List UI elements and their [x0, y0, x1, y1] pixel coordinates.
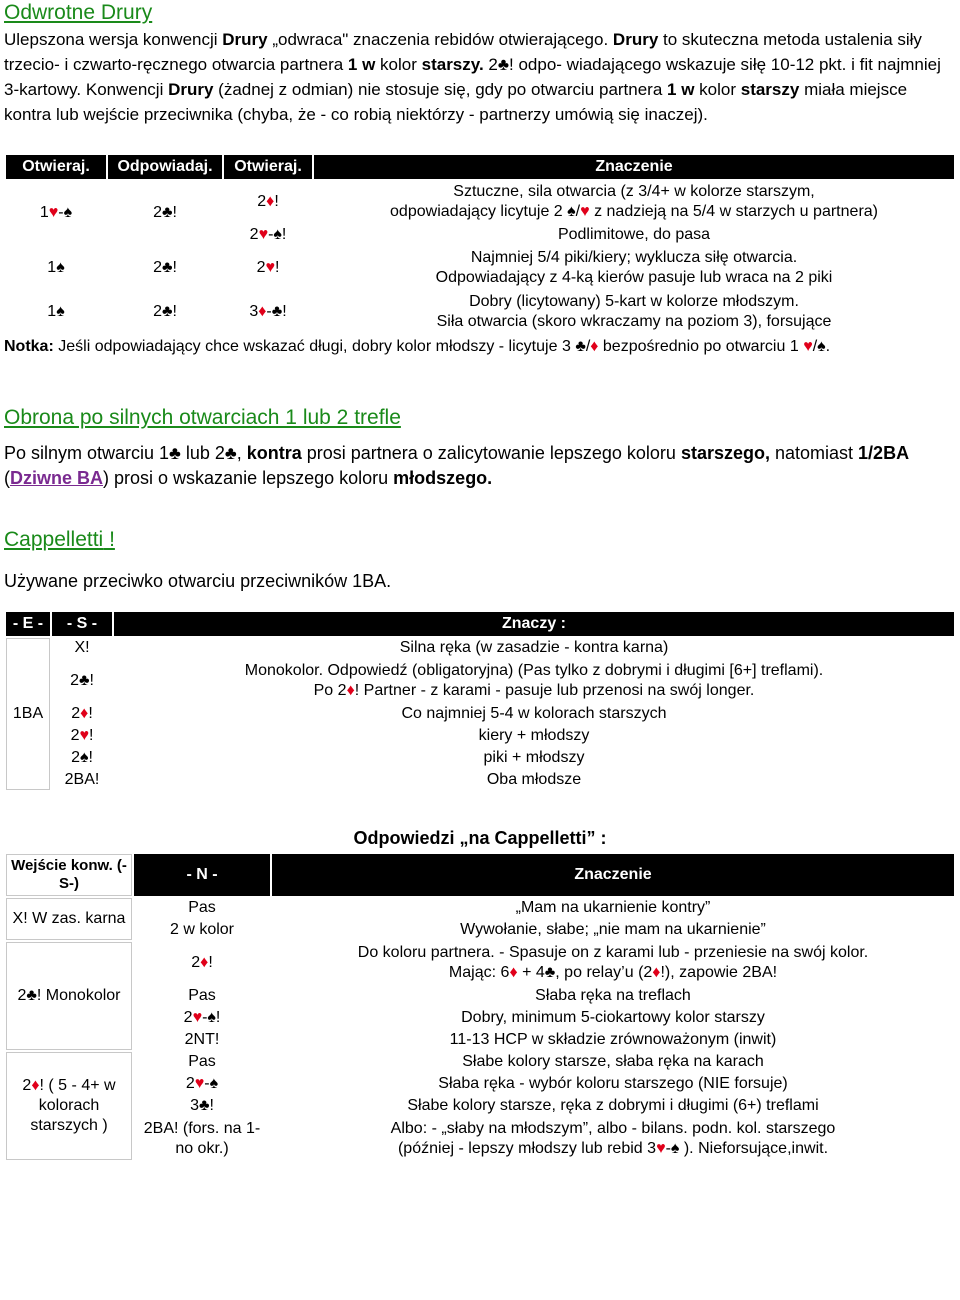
- cell-meaning: Co najmniej 5-4 w kolorach starszych: [401, 705, 667, 722]
- cell-bid: 2♠!: [71, 749, 93, 766]
- diamond-icon: ♦: [590, 338, 599, 355]
- diamond-icon: ♦: [509, 964, 518, 981]
- cell-n: 3♣!: [190, 1097, 214, 1114]
- table-cell-resp: 2♣!: [153, 303, 177, 320]
- cell-meaning: Słabe kolory starsze, ręka z dobrymi i długimi (6+) treflami: [407, 1097, 819, 1114]
- odpowiedzi-table: [4, 852, 956, 1162]
- cell-n: 2♥-♠!: [183, 1009, 221, 1026]
- section-title-cappelletti: Cappelletti !: [4, 528, 115, 551]
- table-cell-rebid: 3♦-♣!: [249, 303, 287, 320]
- drury-paragraph: Ulepszona wersja konwencji Drury „odwraca" znaczenia rebidów otwierającego. Drury to skuteczna metoda ustalenia siły trzecio- i czwarto-ręcznego otwarcia partnera 1 w kolor starszy. 2♣! odpo- wiadającego wskazuje siłę 10-12 pkt. i fit najmniej 3-kartowy. Konwencji Drury (żadnej z odmian) nie stosuje się, gdy po otwarciu partnera 1 w kolor starszy miała miejsce kontra lub wejście przeciwnika (chyba, że - co robią niektórzy - partnerzy umówią się inaczej).: [4, 30, 941, 124]
- heart-icon: ♥: [580, 203, 590, 220]
- table-cell-open: 1♥-♠: [39, 204, 73, 221]
- table-cell-rebid: 2♥-♠!: [249, 226, 287, 243]
- table-cell-open: 1♠: [47, 303, 65, 320]
- heart-icon: ♥: [48, 204, 59, 221]
- cell-bid: 2♣!: [70, 672, 94, 689]
- cell-entry: 2♦! ( 5 - 4+ w kolorach starszych ): [6, 1052, 132, 1160]
- header-znaczenie: Znaczenie: [314, 155, 954, 179]
- table-cell-meaning: Podlimitowe, do pasa: [557, 226, 711, 243]
- table-cell-open: 1♠: [47, 259, 65, 276]
- cell-n: 2 w kolor: [169, 921, 235, 938]
- table-cell-rebid: 2♥!: [256, 259, 280, 276]
- cappelletti-table: [4, 610, 956, 792]
- drury-note: Notka: Jeśli odpowiadający chce wskazać długi, dobry kolor młodszy - licytuje 3 ♣/♦ bezpośrednio po otwarciu 1 ♥/♠.: [4, 338, 831, 355]
- cell-meaning: Słabe kolory starsze, słaba ręka na karach: [462, 1053, 764, 1070]
- cell-meaning: Oba młodsze: [486, 771, 582, 788]
- diamond-icon: ♦: [258, 303, 267, 320]
- header-s: - S -: [52, 612, 112, 636]
- cell-n: Pas: [188, 1053, 216, 1070]
- cell-entry: X! W zas. karna: [6, 898, 132, 940]
- diamond-icon: ♦: [266, 193, 275, 210]
- cell-entry: 2♣! Monokolor: [6, 942, 132, 1050]
- cappelletti-subtitle: Używane przeciwko otwarciu przeciwników 1BA.: [4, 571, 392, 591]
- heart-icon: ♥: [258, 226, 269, 243]
- cell-bid: X!: [74, 639, 90, 656]
- heart-icon: ♥: [194, 1075, 205, 1092]
- cell-meaning: Dobry, minimum 5-ciokartowy kolor starszy: [461, 1009, 765, 1026]
- heart-icon: ♥: [803, 338, 813, 355]
- header-wejscie: Wejście konw. (-S-): [6, 854, 132, 896]
- cell-bid: 2♦!: [71, 705, 93, 722]
- obrona-paragraph: Po silnym otwarciu 1♣ lub 2♣, kontra prosi partnera o zalicytowanie lepszego koloru starszego, natomiast 1/2BA (Dziwne BA) prosi o wskazanie lepszego koloru młodszego.: [4, 443, 910, 488]
- table-cell-meaning: Najmniej 5/4 piki/kiery; wyklucza siłę otwarcia. Odpowiadający z 4-ką kierów pasuje lub wraca na 2 piki: [435, 249, 833, 286]
- diamond-icon: ♦: [80, 705, 89, 722]
- cell-n: Pas: [188, 987, 216, 1004]
- header-odpowiadaj: Odpowiadaj.: [108, 155, 222, 179]
- cell-n: Pas: [188, 899, 216, 916]
- cell-n: 2♦!: [191, 954, 213, 971]
- heart-icon: ♥: [656, 1140, 666, 1157]
- cell-meaning: Słaba ręka na treflach: [535, 987, 691, 1004]
- cell-n: 2♥-♠: [185, 1075, 219, 1092]
- header-e: - E -: [6, 612, 50, 636]
- cell-meaning: piki + młodszy: [483, 749, 585, 766]
- table-cell-resp: 2♣!: [153, 259, 177, 276]
- cell-meaning: Słaba ręka - wybór koloru starszego (NIE forsuje): [438, 1075, 788, 1092]
- cell-meaning: Do koloru partnera. - Spasuje on z karami lub - przeniesie na swój kolor. Mając: 6♦ + 4♣, po relay’u (2♦!), zapowie 2BA!: [357, 944, 869, 981]
- header-znaczenie: Znaczenie: [272, 854, 954, 896]
- header-otwieraj: Otwieraj.: [6, 155, 106, 179]
- section-title-obrona: Obrona po silnych otwarciach 1 lub 2 trefle: [4, 406, 401, 429]
- header-otwieraj-2: Otwieraj.: [224, 155, 312, 179]
- cell-bid: 2♥!: [70, 727, 94, 744]
- heart-icon: ♥: [192, 1009, 203, 1026]
- section-title-odpowiedzi: Odpowiedzi „na Cappelletti” :: [353, 828, 607, 848]
- header-n: - N -: [134, 854, 270, 896]
- diamond-icon: ♦: [652, 964, 661, 981]
- cell-meaning: Monokolor. Odpowiedź (obligatoryjna) (Pas tylko z dobrymi i długimi [6+] treflami). Po 2♦! Partner - z karami - pasuje lub przenosi na swój longer.: [244, 662, 824, 699]
- cell-e-value: 1BA: [6, 638, 50, 790]
- table-cell-meaning: Dobry (licytowany) 5-kart w kolorze młodszym. Siła otwarcia (skoro wkraczamy na poziom 3), forsujące: [436, 293, 832, 330]
- heart-icon: ♥: [265, 259, 275, 276]
- diamond-icon: ♦: [31, 1077, 40, 1094]
- cell-n: 2BA! (fors. na 1-no okr.): [143, 1120, 261, 1157]
- table-cell-rebid: 2♦!: [257, 193, 279, 210]
- table-cell-resp: 2♣!: [153, 204, 177, 221]
- diamond-icon: ♦: [200, 954, 209, 971]
- drury-table: [4, 153, 956, 335]
- table-cell-meaning: Sztuczne, sila otwarcia (z 3/4+ w kolorze starszym, odpowiadający licytuje 2 ♠/♥ z nadzieją na 5/4 w starzych u partnera): [390, 183, 878, 220]
- cell-meaning: 11-13 HCP w składzie zrównoważonym (inwit): [449, 1031, 777, 1048]
- header-znaczy: Znaczy :: [114, 612, 954, 636]
- cell-meaning: Wywołanie, słabe; „nie mam na ukarnienie”: [460, 921, 766, 938]
- cell-meaning: Albo: - „słaby na młodszym”, albo - bilans. podn. kol. starszego (później - lepszy młodszy lub rebid 3♥-♠ ). Nieforsujące,inwit.: [390, 1120, 836, 1157]
- cell-meaning: Silna ręka (w zasadzie - kontra karna): [399, 639, 669, 656]
- dziwne-ba-link[interactable]: Dziwne BA: [10, 468, 104, 488]
- cell-meaning: kiery + młodszy: [478, 727, 590, 744]
- diamond-icon: ♦: [346, 682, 355, 699]
- cell-bid: 2BA!: [64, 771, 100, 788]
- cell-n: 2NT!: [184, 1031, 220, 1048]
- cell-meaning: „Mam na ukarnienie kontry”: [515, 899, 711, 916]
- heart-icon: ♥: [79, 727, 89, 744]
- section-title-odwrotne-drury: Odwrotne Drury: [4, 1, 153, 24]
